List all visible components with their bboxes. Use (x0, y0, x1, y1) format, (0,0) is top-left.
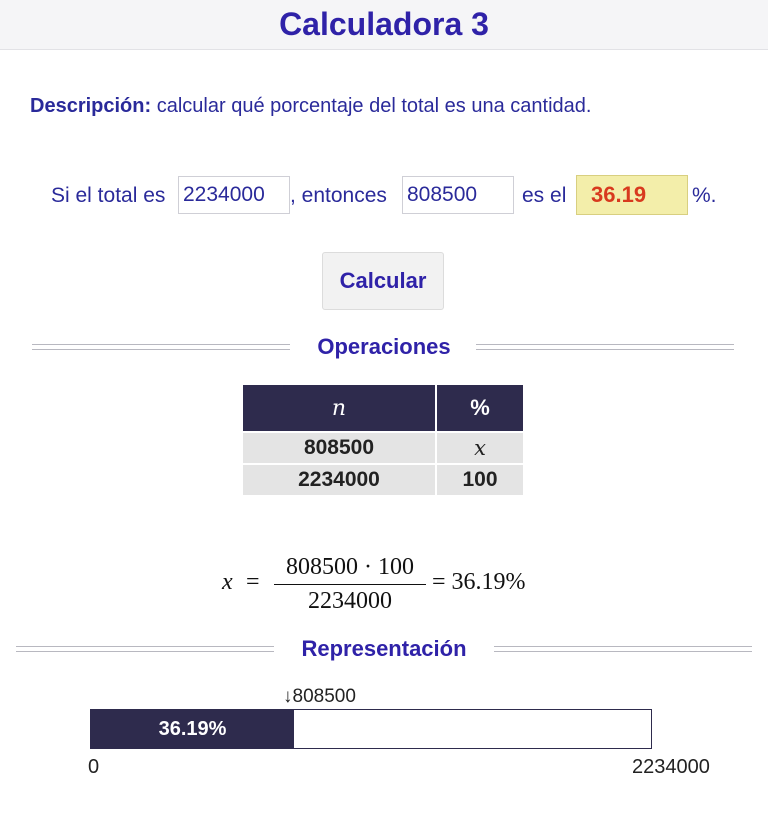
representation-title: Representación (301, 636, 467, 661)
amount-input[interactable] (402, 176, 514, 214)
page-header (0, 0, 768, 50)
total-prefix-text: Si el total es (51, 184, 166, 207)
percentage-bar (90, 709, 652, 749)
table-header-row (243, 385, 523, 431)
percentage-bar-label: 36.19% (158, 718, 227, 740)
table-cell: 100 (437, 465, 523, 495)
result-value: 36.19 (576, 175, 688, 215)
table-cell: 808500 (243, 433, 435, 463)
percent-sign: %. (692, 184, 717, 207)
calculate-button[interactable]: Calcular (322, 252, 444, 310)
table-cell: x (437, 433, 523, 463)
table-row (243, 465, 523, 495)
description (30, 95, 591, 118)
formula-fraction (274, 553, 426, 616)
formula-numerator: 808500 · 100 (286, 554, 414, 580)
formula-denominator: 2234000 (308, 588, 392, 614)
formula-variable: x (222, 569, 233, 595)
representation-section-header (0, 636, 768, 666)
formula-result: = 36.19% (432, 569, 526, 595)
description-label: Descripción: (30, 95, 152, 117)
operations-section-header (0, 334, 768, 364)
column-header-percent: % (437, 385, 523, 431)
operations-title: Operaciones (317, 334, 451, 359)
formula-equals: = (246, 569, 260, 595)
total-input[interactable] (178, 176, 290, 214)
middle-text: , entonces (290, 184, 387, 207)
divider-line (476, 344, 734, 350)
page-title: Calculadora 3 (279, 6, 489, 42)
column-header-n: n (243, 385, 435, 431)
divider-line (494, 646, 752, 652)
axis-min-label: 0 (88, 756, 100, 778)
suffix-text: es el (522, 184, 567, 207)
table-cell: 2234000 (243, 465, 435, 495)
fraction-bar (274, 584, 426, 585)
calculator-row (0, 174, 768, 216)
table-row (243, 433, 523, 463)
axis-max-label: 2234000 (632, 756, 710, 778)
description-text: calcular qué porcentaje del total es una cantidad. (156, 95, 592, 117)
operations-table (241, 383, 525, 497)
amount-marker: ↓808500 (283, 686, 356, 707)
